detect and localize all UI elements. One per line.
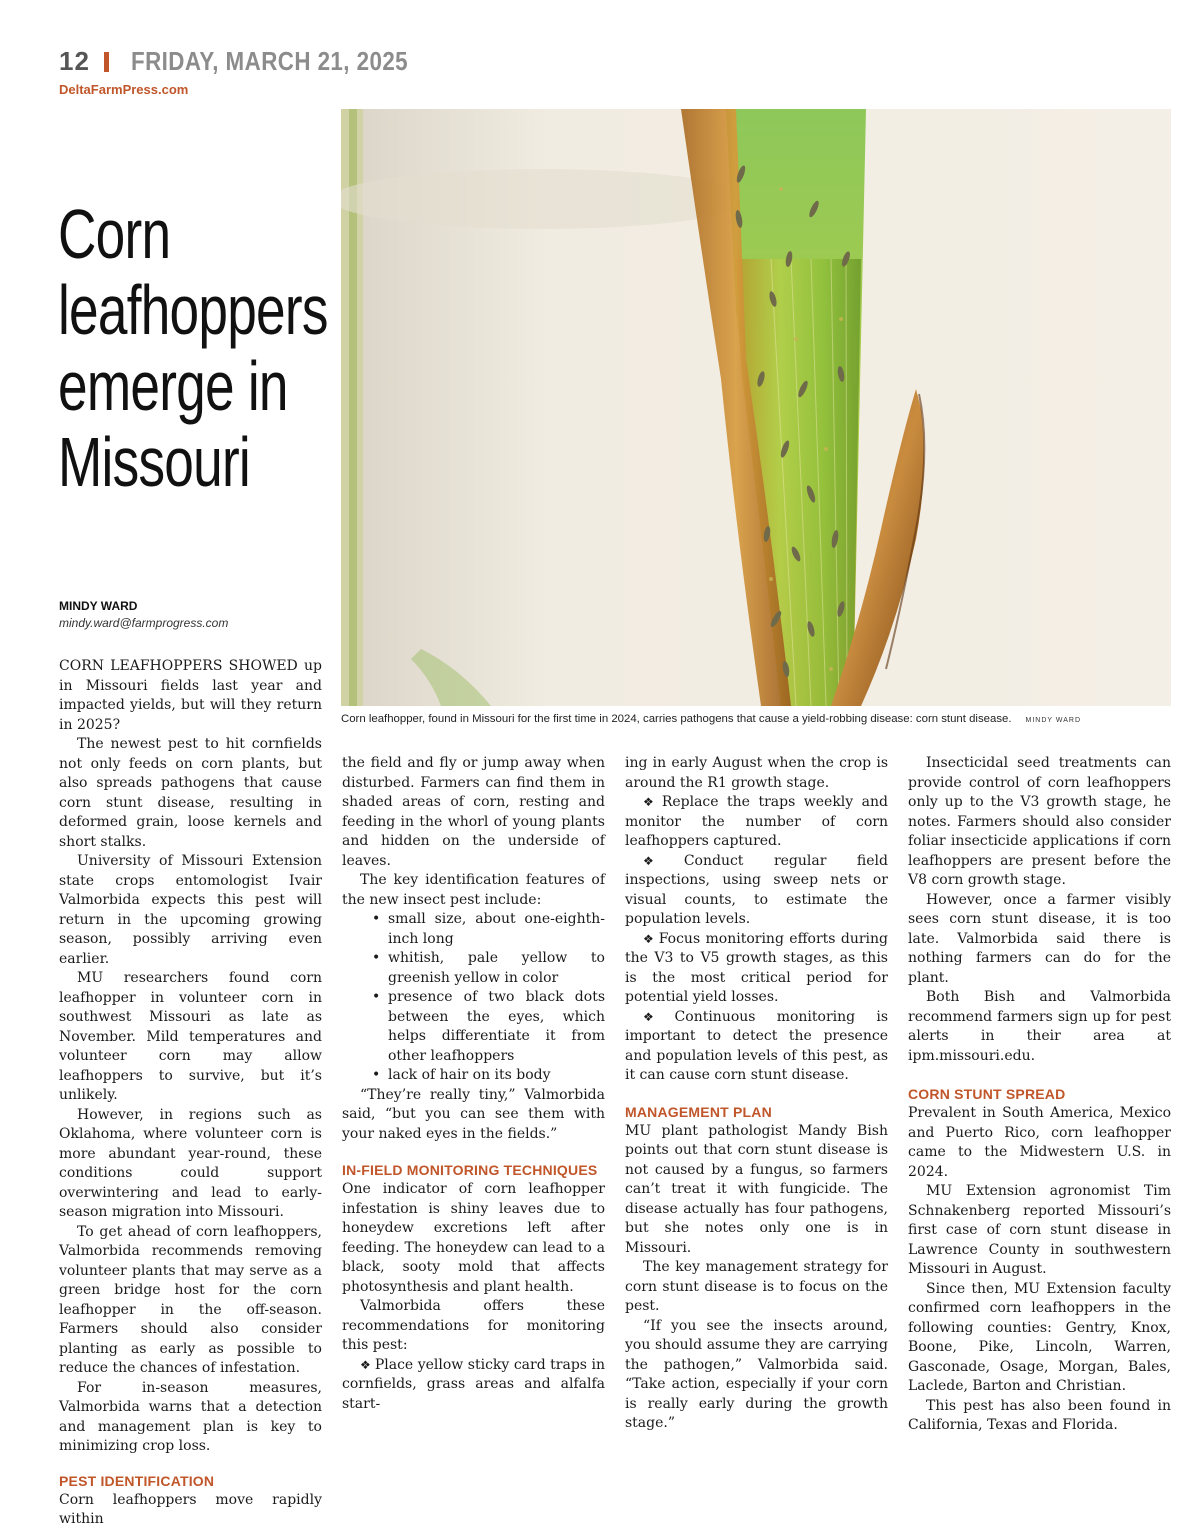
article-column-1 (59, 657, 322, 1530)
paragraph: The key identification features of the new insect pest include: (342, 872, 605, 908)
header-divider (104, 52, 109, 72)
paragraph: One indicator of corn leafhopper infestation is shiny leaves due to honeydew excretions left after feeding. The honeydew can lead to a black, sooty mold that affects photosynthesis and plant health. (342, 1181, 605, 1295)
issue-date: FRIDAY, MARCH 21, 2025 (131, 46, 409, 76)
headline-line-2: leafhoppers (58, 271, 328, 349)
headline-line-3: emerge in (58, 347, 288, 425)
paragraph: “If you see the insects around, you should assume they are carrying the pathogen,” Valmorbida said. “Take action, especially if your corn is really early during the growth stage.” (625, 1317, 888, 1431)
paragraph: However, in regions such as Oklahoma, where volunteer corn is more abundant year-round, these conditions could support overwintering and lead to early-season migration into Missouri. (59, 1106, 322, 1220)
article-column-2 (342, 754, 605, 1414)
paragraph: Insecticidal seed treatments can provide control of corn leafhoppers only up to the V3 growth stage, he notes. Farmers should also consider foliar insecticide applications if corn leafhoppers are present before the V8 corn growth stage. (908, 755, 1171, 888)
paragraph: Valmorbida offers these recommendations for monitoring this pest: (342, 1298, 605, 1353)
paragraph: However, once a farmer visibly sees corn stunt disease, it is too late. Valmorbida said there is nothing farmers can do for the plant. (908, 891, 1171, 986)
headline-line-4: Missouri (58, 423, 250, 501)
recommendation-item: ❖ Replace the traps weekly and monitor the number of corn leafhoppers captured. (625, 793, 888, 852)
article-column-4 (908, 754, 1171, 1436)
paragraph: To get ahead of corn leafhoppers, Valmorbida recommends removing volunteer plants that may serve as a green bridge host for the corn leafhopper in the off-season. Farmers should also consider planting as early as possible to reduce the chances of infestation. (59, 1223, 322, 1376)
article-column-3 (625, 754, 888, 1434)
paragraph: MU plant pathologist Mandy Bish points out that corn stunt disease is not caused by a fungus, so farmers can’t treat it with fungicide. The disease actually has four pathogens, but she notes only one is in Missouri. (625, 1122, 888, 1256)
list-item: • whitish, pale yellow to greenish yellow in color (388, 949, 605, 988)
list-item: • presence of two black dots between the eyes, which helps differentiate it from other leafhoppers (388, 988, 605, 1066)
author-name: MINDY WARD (59, 599, 138, 613)
photo-credit: MINDY WARD (1025, 717, 1082, 724)
identification-list (342, 910, 605, 1086)
photo-caption (341, 713, 1171, 725)
recommendation-item: ❖ Focus monitoring efforts during the V3 to V5 growth stages, as this is the most critical period for potential yield losses. (625, 930, 888, 1008)
paragraph: MU Extension agronomist Tim Schnakenberg reported Missouri’s first case of corn stunt disease in Lawrence County in southwestern Missouri in August. (908, 1183, 1171, 1277)
byline (59, 599, 228, 630)
paragraph: “They’re really tiny,” Valmorbida said, “but you can see them with your naked eyes in the fields.” (342, 1086, 605, 1142)
section-heading: CORN STUNT SPREAD (908, 1086, 1066, 1102)
leafhopper-photo (341, 109, 1171, 706)
paragraph: This pest has also been found in California, Texas and Florida. (908, 1397, 1171, 1433)
list-item: • lack of hair on its body (388, 1066, 605, 1086)
recommendation-item: ❖ Continuous monitoring is important to detect the presence and population levels of this pest, as it can cause corn stunt disease. (625, 1008, 888, 1086)
photo-caption-text: Corn leafhopper, found in Missouri for the first time in 2024, carries pathogens that cause a yield-robbing disease: corn stunt disease. (341, 713, 1012, 725)
headline (58, 195, 328, 501)
author-email: mindy.ward@farmprogress.com (59, 616, 229, 630)
site-name: DeltaFarmPress.com (59, 82, 189, 97)
paragraph: Corn leafhoppers move rapidly within (59, 1491, 322, 1527)
corn-stalk-illustration (341, 109, 1171, 706)
paragraph: Both Bish and Valmorbida recommend farmers sign up for pest alerts in their area at ipm.missouri.edu. (908, 989, 1171, 1064)
paragraph: Prevalent in South America, Mexico and Puerto Rico, corn leafhopper came to the Midwestern U.S. in 2024. (908, 1105, 1171, 1180)
paragraph: CORN LEAFHOPPERS SHOWED up in Missouri fields last year and impacted yields, but will they return in 2025? (59, 658, 322, 733)
section-heading: MANAGEMENT PLAN (625, 1103, 772, 1120)
paragraph: The newest pest to hit cornfields not only feeds on corn plants, but also spreads pathogens that cause corn stunt disease, resulting in deformed grain, loose kernels and short stalks. (59, 736, 322, 850)
paragraph: MU researchers found corn leafhopper in volunteer corn in southwest Missouri as late as November. Mild temperatures and volunteer corn may allow leafhoppers to survive, but it’s unlikely. (59, 970, 322, 1103)
paragraph: ing in early August when the crop is around the R1 growth stage. (625, 755, 888, 791)
paragraph: For in-season measures, Valmorbida warns that a detection and management plan is key to minimizing crop loss. (59, 1379, 322, 1454)
section-heading: IN-FIELD MONITORING TECHNIQUES (342, 1162, 598, 1178)
recommendation-item: ❖ Place yellow sticky card traps in cornfields, grass areas and alfalfa start- (342, 1356, 605, 1415)
list-item: • small size, about one-eighth-inch long (388, 910, 605, 949)
page-number: 12 (59, 46, 90, 76)
section-heading: PEST IDENTIFICATION (59, 1472, 215, 1489)
paragraph: The key management strategy for corn stunt disease is to focus on the pest. (625, 1259, 888, 1314)
headline-line-1: Corn (58, 195, 171, 273)
recommendation-item: ❖ Conduct regular field inspections, using sweep nets or visual counts, to estimate the population levels. (625, 852, 888, 930)
paragraph: the field and fly or jump away when disturbed. Farmers can find them in shaded areas of corn, resting and feeding in the whorl of young plants and hidden on the underside of leaves. (342, 755, 605, 869)
paragraph: Since then, MU Extension faculty confirmed corn leafhoppers in the following counties: Gentry, Knox, Boone, Pike, Lincoln, Warren, Gasconade, Osage, Morgan, Bales, Laclede, Barton and Christian. (908, 1280, 1171, 1394)
paragraph: University of Missouri Extension state crops entomologist Ivair Valmorbida expects this pest will return in the upcoming growing season, possibly arriving even earlier. (59, 853, 322, 967)
